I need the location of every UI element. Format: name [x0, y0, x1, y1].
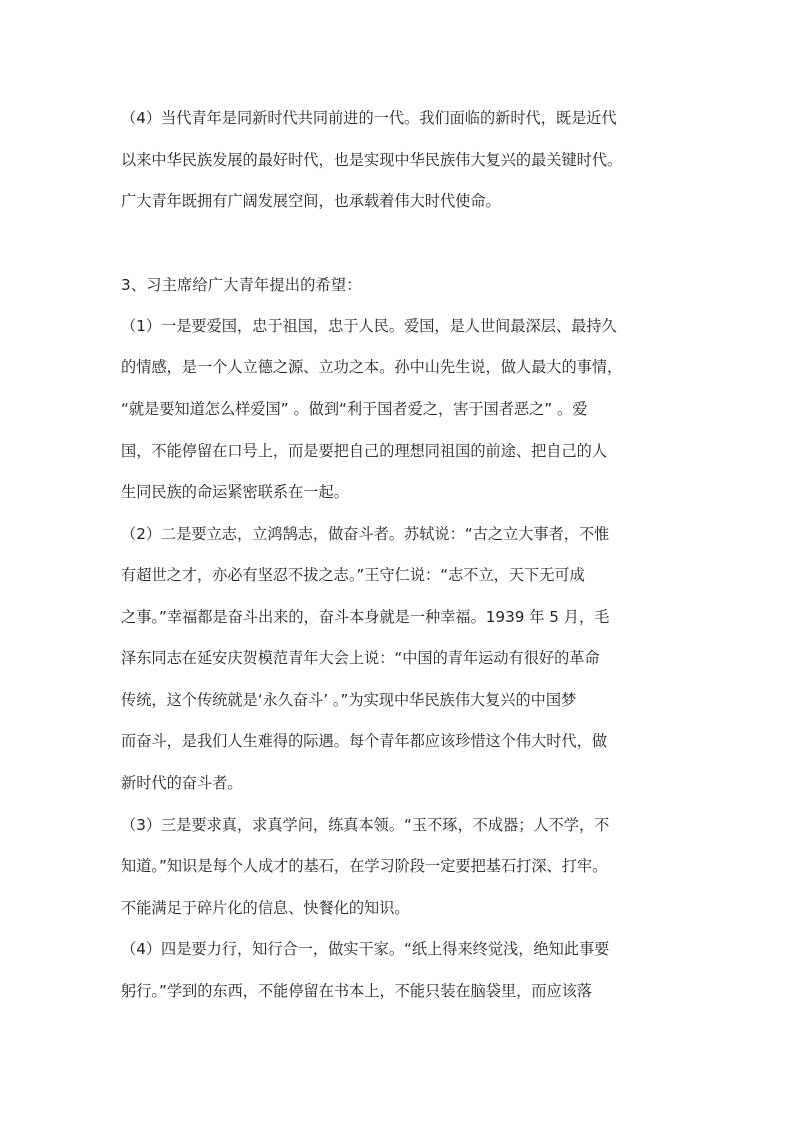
paragraph-line: 躬行。”学到的东西，不能停留在书本上，不能只装在脑袋里，而应该落: [121, 982, 593, 1000]
paragraph-line: 之事。”幸福都是奋斗出来的，奋斗本身就是一种幸福。1939 年 5 月，毛: [121, 608, 610, 626]
paragraph-line: 泽东同志在延安庆贺模范青年大会上说：“中国的青年运动有很好的革命: [121, 649, 600, 667]
paragraph-line: 以来中华民族发展的最好时代，也是实现中华民族伟大复兴的最关键时代。: [121, 151, 623, 169]
paragraph-line: （3）三是要求真，求真学问，练真本领。“玉不琢，不成器；人不学，不: [121, 816, 610, 834]
paragraph-line: 的情感，是一个人立德之源、立功之本。孙中山先生说，做人最大的事情，: [121, 358, 623, 376]
paragraph-line: 不能满足于碎片化的信息、快餐化的知识。: [121, 899, 410, 917]
section-heading: 3、习主席给广大青年提出的希望：: [121, 276, 362, 294]
paragraph-line: 新时代的奋斗者。: [121, 774, 243, 792]
paragraph-line: 有超世之才，亦必有坚忍不拔之志。”王守仁说：“志不立，天下无可成: [121, 566, 585, 584]
paragraph-line: 而奋斗，是我们人生难得的际遇。每个青年都应该珍惜这个伟大时代，做: [121, 732, 607, 750]
paragraph-line: 知道。”知识是每个人成才的基石，在学习阶段一定要把基石打深、打牢。: [121, 857, 608, 875]
paragraph-line: （1）一是要爱国，忠于祖国，忠于人民。爱国，是人世间最深层、最持久: [121, 317, 617, 335]
paragraph-line: （2）二是要立志，立鸿鹄志，做奋斗者。苏轼说：“古之立大事者，不惟: [121, 525, 610, 543]
paragraph-line: （4）四是要力行，知行合一，做实干家。“纸上得来终觉浅，绝知此事要: [121, 940, 610, 958]
paragraph-line: 广大青年既拥有广阔发展空间，也承载着伟大时代使命。: [121, 192, 501, 210]
paragraph-line: 传统，这个传统就是‘永久奋斗’ 。”为实现中华民族伟大复兴的中国梦: [121, 691, 577, 709]
paragraph-line: 国，不能停留在口号上，而是要把自己的理想同祖国的前途、把自己的人: [121, 442, 607, 460]
paragraph-line: 生同民族的命运紧密联系在一起。: [121, 483, 349, 501]
paragraph-line: （4）当代青年是同新时代共同前进的一代。我们面临的新时代，既是近代: [121, 109, 617, 127]
paragraph-line: “就是要知道怎么样爱国” 。做到“利于国者爱之，害于国者恶之” 。爱: [121, 400, 588, 418]
